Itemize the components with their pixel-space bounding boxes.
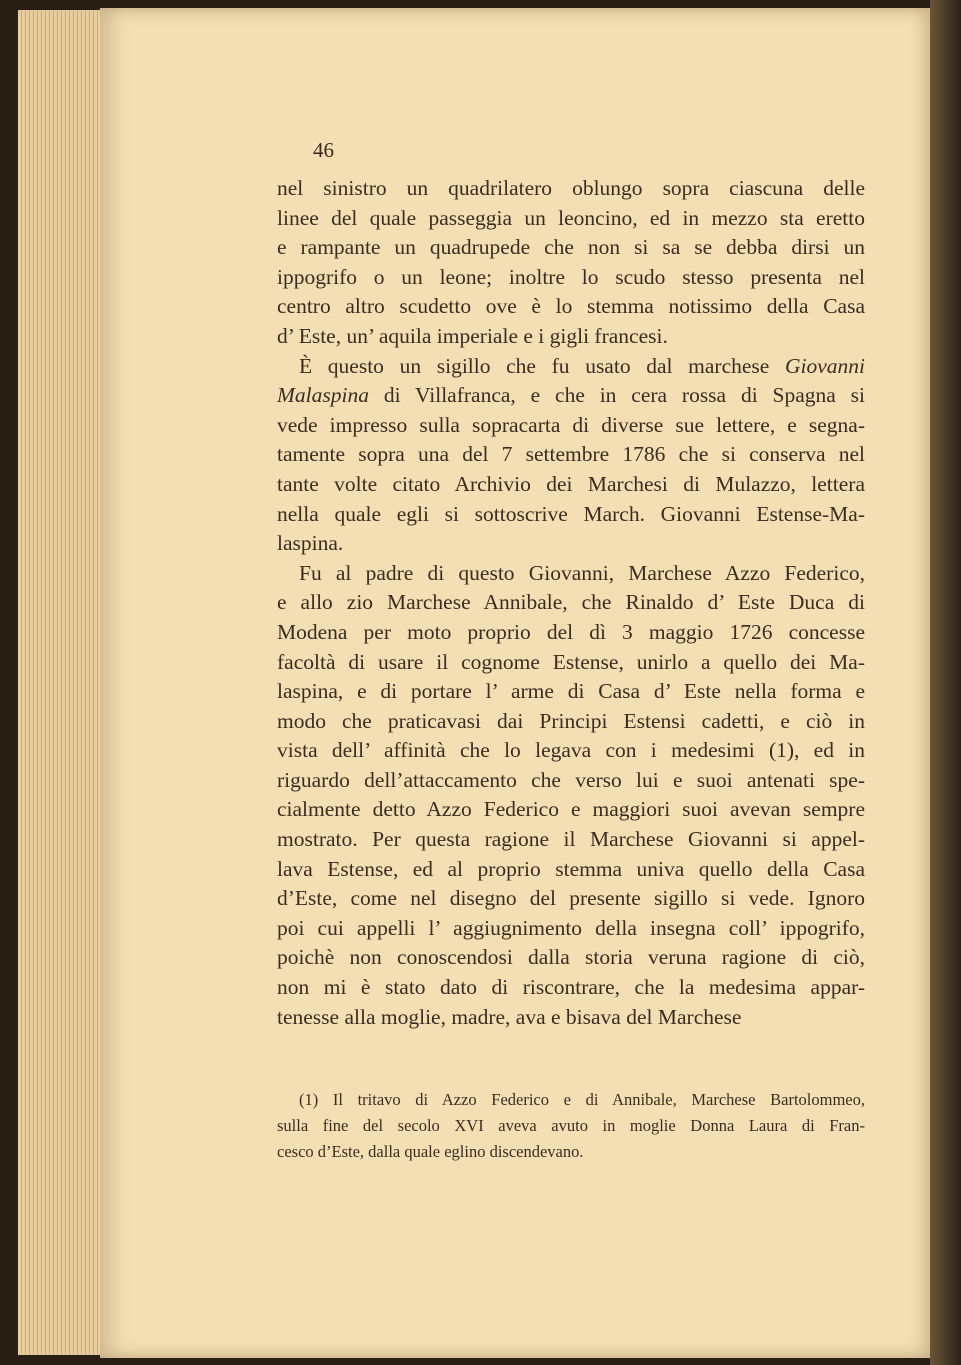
text-segment: poi cui appelli l’ aggiugnimento della insegna coll’ ippogrifo, [277, 915, 865, 940]
text-segment: vista dell’ affinità che lo legava con i medesimi (1), ed in [277, 738, 865, 763]
text-line [277, 677, 865, 707]
text-line [277, 795, 865, 825]
text-segment: cesco d’Este, dalla quale eglino discendevano. [277, 1142, 584, 1161]
italic-text: Malaspina [277, 383, 369, 408]
text-line [277, 1139, 865, 1165]
text-line [277, 855, 865, 885]
text-segment: È questo un sigillo che fu usato dal marchese [299, 353, 785, 378]
text-line [277, 973, 865, 1003]
text-line [277, 648, 865, 678]
text-line [277, 766, 865, 796]
text-segment: laspina, e di portare l’ arme di Casa d’ Este nella forma e [277, 679, 865, 704]
text-line [277, 1003, 865, 1033]
text-segment: laspina. [277, 531, 344, 556]
text-segment: poichè non conoscendosi dalla storia veruna ragione di ciò, [277, 945, 865, 970]
text-segment: linee del quale passeggia un leoncino, ed in mezzo sta eretto [277, 205, 865, 230]
text-line [277, 943, 865, 973]
text-line [277, 736, 865, 766]
text-segment: modo che praticavasi dai Principi Estensi cadetti, e ciò in [277, 708, 865, 733]
text-segment: cialmente detto Azzo Federico e maggiori suoi avevan sempre [277, 797, 865, 822]
italic-text: Giovanni [784, 353, 865, 378]
text-line [277, 233, 865, 263]
text-segment: lava Estense, ed al proprio stemma univa quello della Casa [277, 856, 865, 881]
text-segment: tamente sopra una del 7 settembre 1786 che si conserva nel [277, 442, 865, 467]
text-line [277, 884, 865, 914]
page-number: 46 [313, 138, 334, 162]
text-line [277, 352, 865, 382]
text-segment: Fu al padre di questo Giovanni, Marchese Azzo Federico, [299, 560, 865, 585]
text-segment: vede impresso sulla sopracarta di diverse sue lettere, e segna- [277, 412, 865, 437]
text-segment: mostrato. Per questa ragione il Marchese Giovanni si appel- [277, 827, 865, 852]
text-line [277, 174, 865, 204]
body-text [277, 174, 865, 1032]
text-segment: e rampante un quadrupede che non si sa se debba dirsi un [277, 235, 865, 260]
text-segment: Modena per moto proprio del dì 3 maggio 1726 concesse [277, 619, 865, 644]
text-segment: di Villafranca, e che in cera rossa di Spagna si [368, 383, 865, 408]
text-line [277, 707, 865, 737]
text-line [277, 263, 865, 293]
text-line [277, 322, 865, 352]
text-segment: e allo zio Marchese Annibale, che Rinaldo d’ Este Duca di [277, 590, 865, 615]
text-segment: d’ Este, un’ aquila imperiale e i gigli francesi. [277, 323, 668, 348]
text-segment: tenesse alla moglie, madre, ava e bisava del Marchese [277, 1004, 742, 1029]
text-line [277, 1087, 865, 1113]
text-line [277, 914, 865, 944]
text-line [277, 559, 865, 589]
text-segment: d’Este, come nel disegno del presente sigillo si vede. Ignoro [277, 886, 865, 911]
text-line [277, 440, 865, 470]
text-line [277, 381, 865, 411]
text-line [277, 292, 865, 322]
text-segment: facoltà di usare il cognome Estense, unirlo a quello dei Ma- [277, 649, 865, 674]
text-segment: ippogrifo o un leone; inoltre lo scudo stesso presenta nel [277, 264, 865, 289]
text-line [277, 470, 865, 500]
text-line [277, 588, 865, 618]
text-segment: riguardo dell’attaccamento che verso lui e suoi antenati spe- [277, 767, 865, 792]
text-line [277, 618, 865, 648]
text-line [277, 529, 865, 559]
text-line [277, 825, 865, 855]
footnote [277, 1087, 865, 1165]
text-segment: centro altro scudetto ove è lo stemma notissimo della Casa [277, 294, 865, 319]
text-line [277, 411, 865, 441]
text-segment: non mi è stato dato di riscontrare, che la medesima appar- [277, 975, 865, 1000]
binding-edge [930, 0, 961, 1365]
text-line [277, 204, 865, 234]
text-segment: nel sinistro un quadrilatero oblungo sopra ciascuna delle [277, 176, 865, 200]
text-segment: (1) Il tritavo di Azzo Federico e di Annibale, Marchese Bartolommeo, [299, 1090, 865, 1109]
text-line [277, 500, 865, 530]
text-segment: sulla fine del secolo XVI aveva avuto in moglie Donna Laura di Fran- [277, 1116, 865, 1135]
text-segment: nella quale egli si sottoscrive March. Giovanni Estense-Ma- [277, 501, 865, 526]
text-line [277, 1113, 865, 1139]
text-segment: tante volte citato Archivio dei Marchesi di Mulazzo, lettera [277, 471, 865, 496]
